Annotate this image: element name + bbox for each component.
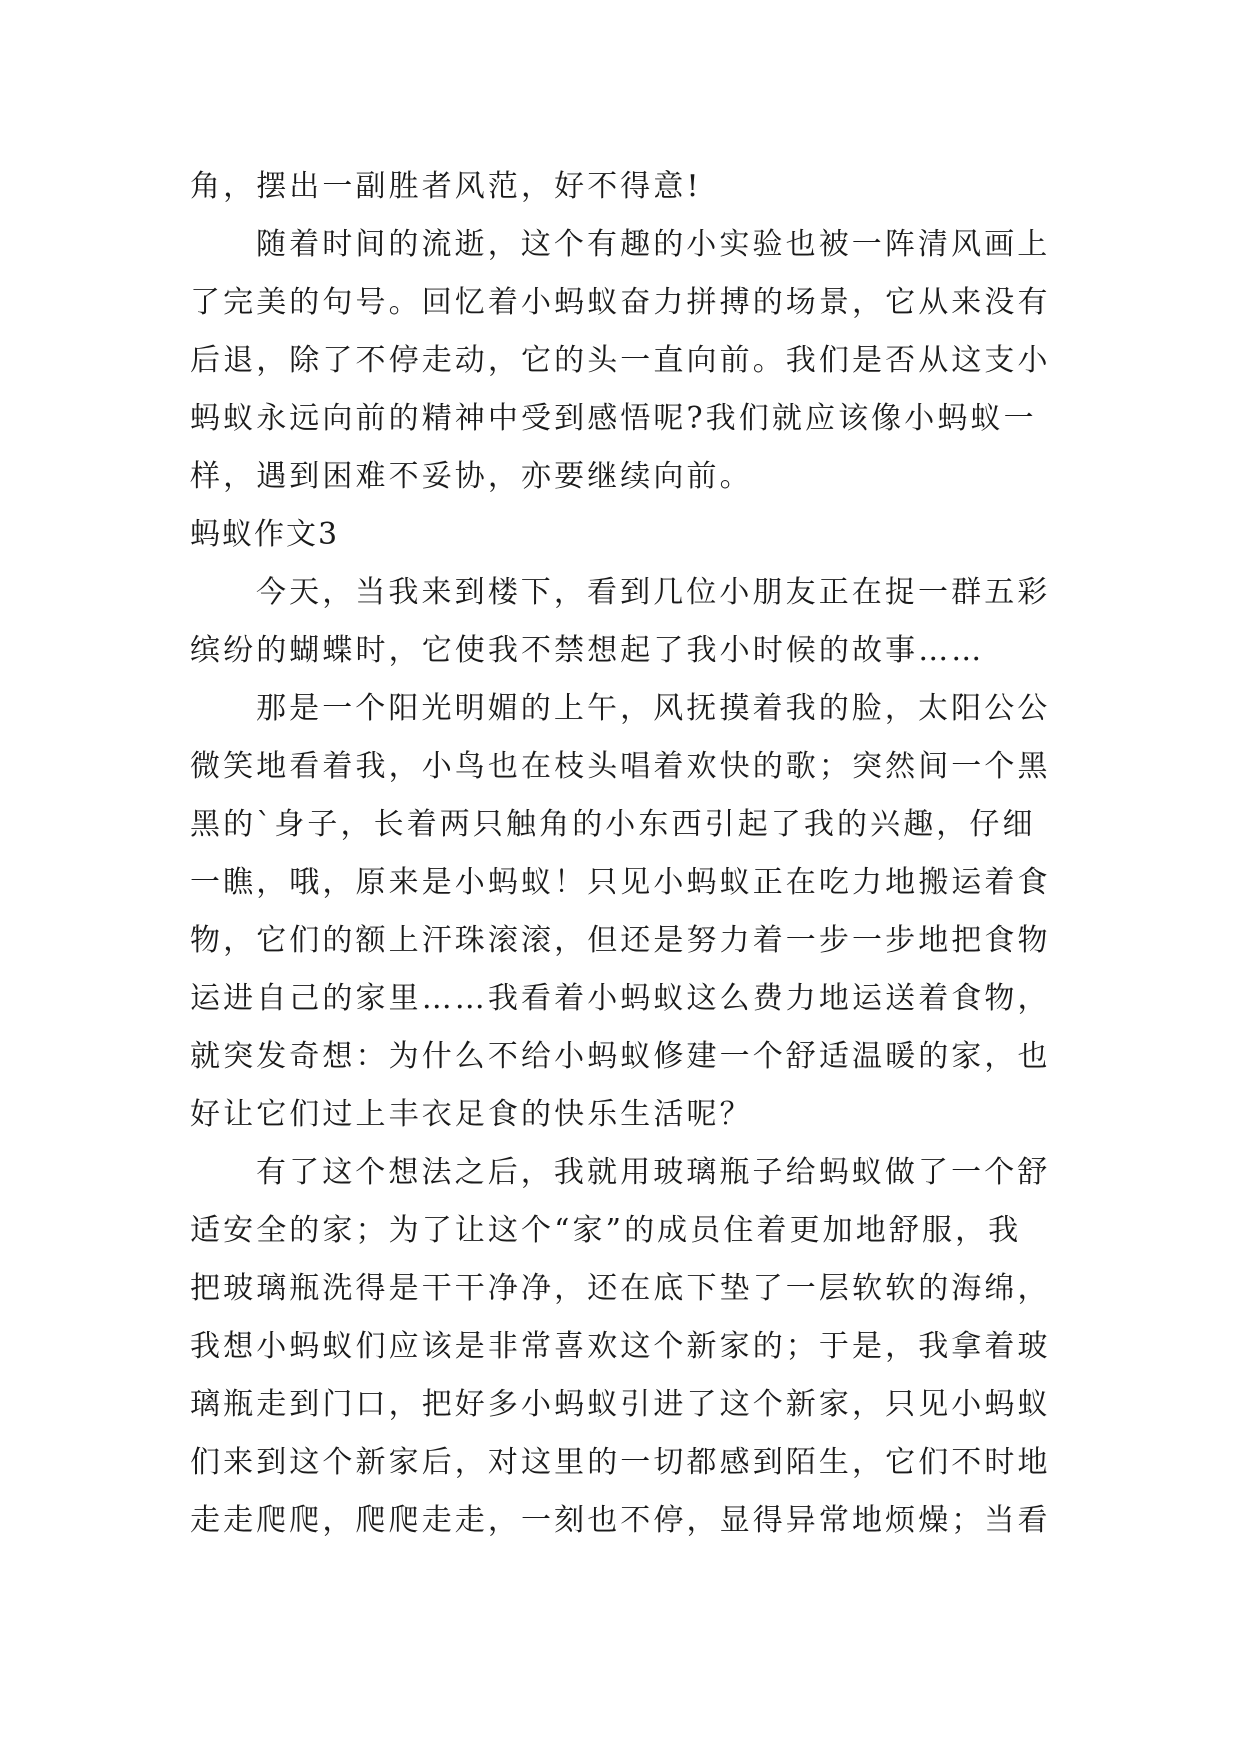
- text-line: 黑的`身子，长着两只触角的小东西引起了我的兴趣，仔细: [190, 807, 1036, 842]
- text-line: 后退，除了不停走动，它的头一直向前。我们是否从这支小: [190, 343, 1051, 378]
- text-line: 蚂蚁永远向前的精神中受到感悟呢?我们就应该像小蚂蚁一: [190, 401, 1037, 436]
- text-line: 我想小蚂蚁们应该是非常喜欢这个新家的；于是，我拿着玻: [190, 1329, 1051, 1364]
- paragraph-first-line: 随着时间的流逝，这个有趣的小实验也被一阵清风画上: [256, 227, 1051, 262]
- text-line: 好让它们过上丰衣足食的快乐生活呢？: [190, 1097, 753, 1132]
- text-line: 微笑地看着我，小鸟也在枝头唱着欢快的歌；突然间一个黑: [190, 749, 1051, 784]
- text-line: 走走爬爬，爬爬走走，一刻也不停，显得异常地烦燥；当看: [190, 1503, 1051, 1538]
- text-line: 璃瓶走到门口，把好多小蚂蚁引进了这个新家，只见小蚂蚁: [190, 1387, 1051, 1422]
- paragraph-first-line: 那是一个阳光明媚的上午，风抚摸着我的脸，太阳公公: [256, 691, 1051, 726]
- text-line: 角，摆出一副胜者风范，好不得意!: [190, 169, 702, 204]
- text-line: 运进自己的家里……我看着小蚂蚁这么费力地运送着食物，: [190, 981, 1051, 1016]
- text-line: 样，遇到困难不妥协，亦要继续向前。: [190, 459, 753, 494]
- text-line: 物，它们的额上汗珠滚滚，但还是努力着一步一步地把食物: [190, 923, 1051, 958]
- section-heading: 蚂蚁作文3: [190, 517, 340, 552]
- text-line: 一瞧，哦，原来是小蚂蚁！只见小蚂蚁正在吃力地搬运着食: [190, 865, 1051, 900]
- paragraph-first-line: 有了这个想法之后，我就用玻璃瓶子给蚂蚁做了一个舒: [256, 1155, 1051, 1190]
- text-line: 们来到这个新家后，对这里的一切都感到陌生，它们不时地: [190, 1445, 1051, 1480]
- essay-text: [190, 158, 1070, 1550]
- text-line: 把玻璃瓶洗得是干干净净，还在底下垫了一层软软的海绵，: [190, 1271, 1051, 1306]
- text-line: 缤纷的蝴蝶时，它使我不禁想起了我小时候的故事……: [190, 633, 985, 668]
- paragraph-first-line: 今天，当我来到楼下，看到几位小朋友正在捉一群五彩: [256, 575, 1051, 610]
- text-line: 了完美的句号。回忆着小蚂蚁奋力拼搏的场景，它从来没有: [190, 285, 1051, 320]
- text-line: 适安全的家；为了让这个“家”的成员住着更加地舒服，我: [190, 1213, 1022, 1248]
- text-line: 就突发奇想：为什么不给小蚂蚁修建一个舒适温暖的家，也: [190, 1039, 1051, 1074]
